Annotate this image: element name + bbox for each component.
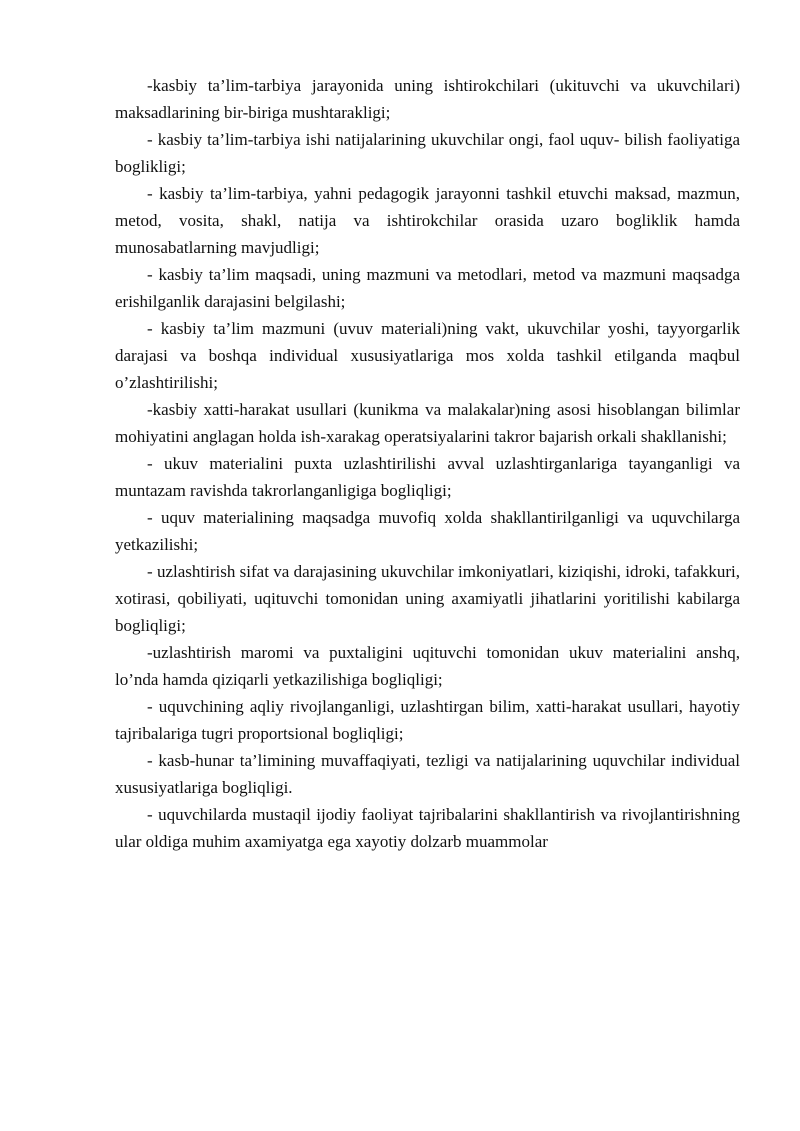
list-item: - kasbiy ta’lim-tarbiya ishi natijalarining ukuvchilar ongi, faol uquv- bilish faoliyatiga boglikligi; — [115, 130, 740, 176]
list-item: - uzlashtirish sifat va darajasining ukuvchilar imkoniyatlari, kiziqishi, idroki, tafakkuri, xotirasi, qobiliyati, uqituvchi tomonidan uning axamiyatli jihatlarini yoritilishi kabilarga bogliqligi; — [115, 562, 740, 635]
list-item: - kasbiy ta’lim-tarbiya, yahni pedagogik jarayonni tashkil etuvchi maksad, mazmun, metod, vosita, shakl, natija va ishtirokchilar orasida uzaro bogliklik hamda munosabatlarning mavjudligi; — [115, 184, 740, 257]
document-page — [115, 72, 740, 855]
list-item: -kasbiy ta’lim-tarbiya jarayonida uning ishtirokchilari (ukituvchi va ukuvchilari) maksadlarining bir-biriga mushtarakligi; — [115, 76, 740, 122]
list-item: - kasbiy ta’lim maqsadi, uning mazmuni va metodlari, metod va mazmuni maqsadga erishilganlik darajasini belgilashi; — [115, 265, 740, 311]
list-item: - kasbiy ta’lim mazmuni (uvuv materiali)ning vakt, ukuvchilar yoshi, tayyorgarlik darajasi va boshqa individual xususiyatlariga mos xolda tashkil etilganda maqbul o’zlashtirilishi; — [115, 319, 740, 392]
list-item: - uquvchining aqliy rivojlanganligi, uzlashtirgan bilim, xatti-harakat usullari, hayotiy tajribalariga tugri proportsional bogliqligi; — [115, 697, 740, 743]
list-item: - kasb-hunar ta’limining muvaffaqiyati, tezligi va natijalarining uquvchilar individual xususiyatlariga bogliqligi. — [115, 751, 740, 797]
list-item: - uquv materialining maqsadga muvofiq xolda shakllantirilganligi va uquvchilarga yetkazilishi; — [115, 508, 740, 554]
list-item: -uzlashtirish maromi va puxtaligini uqituvchi tomonidan ukuv materialini anshq, lo’nda hamda qiziqarli yetkazilishiga bogliqligi; — [115, 643, 740, 689]
list-item: - uquvchilarda mustaqil ijodiy faoliyat tajribalarini shakllantirish va rivojlantirishning ular oldiga muhim axamiyatga ega xayotiy dolzarb muammolar — [115, 805, 740, 851]
list-item: -kasbiy xatti-harakat usullari (kunikma va malakalar)ning asosi hisoblangan bilimlar mohiyatini anglagan holda ish-xarakag operatsiyalarini takror bajarish orkali shakllanishi; — [115, 400, 740, 446]
list-item: - ukuv materialini puxta uzlashtirilishi avval uzlashtirganlariga tayanganligi va muntazam ravishda takrorlanganligiga bogliqligi; — [115, 454, 740, 500]
